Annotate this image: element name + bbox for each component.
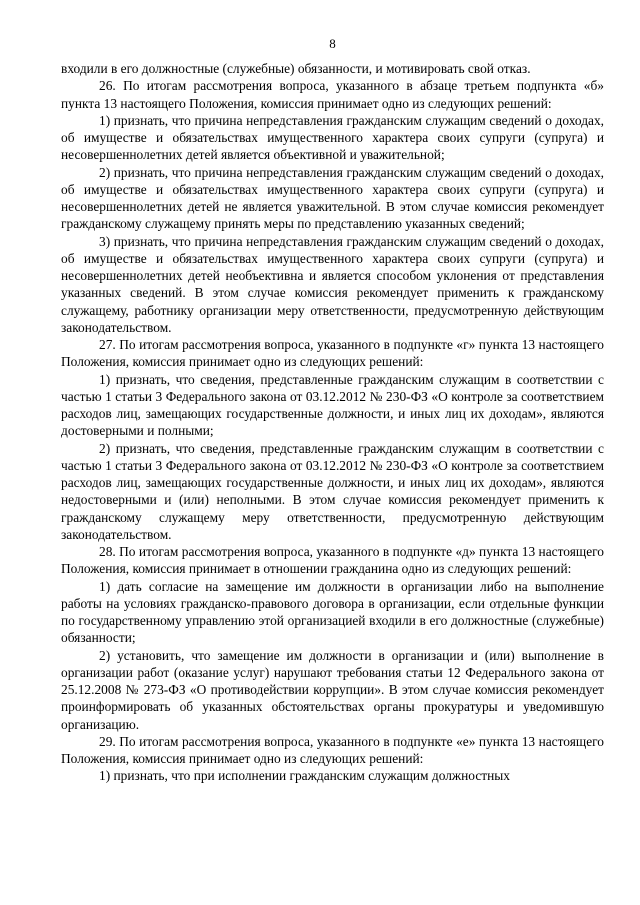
paragraph-28: 28. По итогам рассмотрения вопроса, указанного в подпункте «д» пункта 13 настоящего Положения, комиссия принимает в отношении гражданина одно из следующих решений: xyxy=(61,544,604,577)
paragraph-29-item-1: 1) признать, что при исполнении гражданским служащим должностных xyxy=(99,768,510,784)
paragraph-27: 27. По итогам рассмотрения вопроса, указанного в подпункте «г» пункта 13 настоящего Положения, комиссия принимает одно из следующих решений: xyxy=(61,337,604,370)
paragraph-28-item-2: 2) установить, что замещение им должности в организации и (или) выполнение в организации работ (оказание услуг) нарушают требования статьи 12 Федерального закона от 25.12.2008 № 273-ФЗ «О противодействии коррупции». В этом случае комиссия рекомендует проинформировать об указанных обстоятельствах органы прокуратуры и уведомившую организацию. xyxy=(61,647,604,732)
paragraph-27-item-2: 2) признать, что сведения, представленные гражданским служащим в соответствии с частью 1 статьи 3 Федерального закона от 03.12.2012 № 230-ФЗ «О контроле за соответствием расходов лиц, замещающих государственные должности, и иных лиц их доходам», являются недостоверными и (или) неполными. В этом случае комиссия рекомендует применить к гражданскому служащему меру ответственности, предусмотренную действующим законодательством. xyxy=(61,440,604,542)
paragraph-28-item-1: 1) дать согласие на замещение им должности в организации либо на выполнение работы на условиях гражданско-правового договора в организации, если отдельные функции по государственному управлению этой организацией входили в его должностные (служебные) обязанности; xyxy=(61,578,604,646)
paragraph-26-item-1: 1) признать, что причина непредставления гражданским служащим сведений о доходах, об имуществе и обязательствах имущественного характера своих супруги (супруга) и несовершеннолетних детей является объективной и уважительной; xyxy=(61,112,604,163)
paragraph-26-item-3: 3) признать, что причина непредставления гражданским служащим сведений о доходах, об имуществе и обязательствах имущественного характера своих супруги (супруга) и несовершеннолетних детей необъективна и является способом уклонения от представления указанных сведений. В этом случае комиссия рекомендует применить к гражданскому служащему, работнику организации меру ответственности, предусмотренную действующим законодательством. xyxy=(61,233,604,335)
paragraph-27-item-1: 1) признать, что сведения, представленные гражданским служащим в соответствии с частью 1 статьи 3 Федерального закона от 03.12.2012 № 230-ФЗ «О контроле за соответствием расходов лиц, замещающих государственные должности, и иных лиц их доходам», являются достоверными и полными; xyxy=(61,371,604,439)
paragraph-continuation: входили в его должностные (служебные) обязанности, и мотивировать свой отказ. xyxy=(61,61,531,76)
page-number: 8 xyxy=(329,36,336,51)
document-body xyxy=(61,60,604,785)
paragraph-29: 29. По итогам рассмотрения вопроса, указанного в подпункте «е» пункта 13 настоящего Положения, комиссия принимает одно из следующих решений: xyxy=(61,733,604,766)
paragraph-26: 26. По итогам рассмотрения вопроса, указанного в абзаце третьем подпункта «б» пункта 13 настоящего Положения, комиссия принимает одно из следующих решений: xyxy=(61,78,604,111)
paragraph-26-item-2: 2) признать, что причина непредставления гражданским служащим сведений о доходах, об имуществе и обязательствах имущественного характера своих супруги (супруга) и несовершеннолетних детей не является уважительной. В этом случае комиссия рекомендует гражданскому служащему принять меры по представлению указанных сведений; xyxy=(61,164,604,232)
